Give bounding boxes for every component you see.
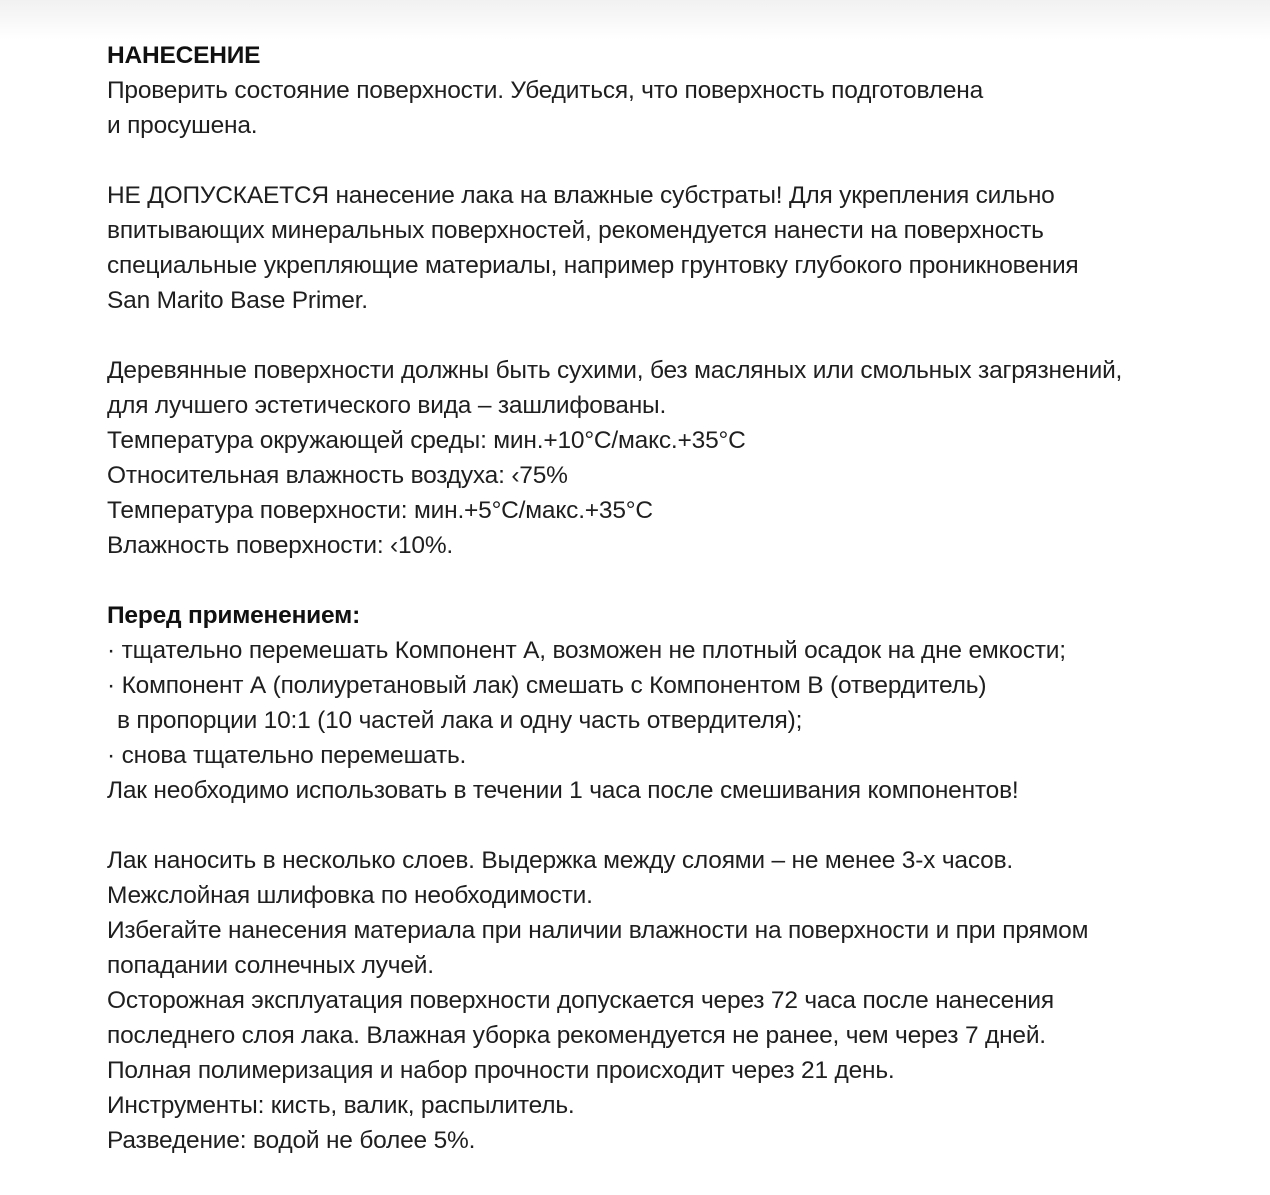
list-item: · снова тщательно перемешать. <box>107 742 467 769</box>
text-line: для лучшего эстетического вида – зашлифованы. <box>107 392 667 419</box>
paragraph-gap <box>107 563 1247 598</box>
text-line: Осторожная эксплуатация поверхности допускается через 72 часа после нанесения <box>107 987 1054 1014</box>
text-line: Лак необходимо использовать в течении 1 часа после смешивания компонентов! <box>107 777 1019 804</box>
paragraph-gap <box>107 808 1247 843</box>
text-line: Влажность поверхности: ‹10%. <box>107 532 454 559</box>
text-line: San Marito Base Primer. <box>107 287 368 314</box>
text-line: Лак наносить в несколько слоев. Выдержка между слоями – не менее 3-х часов. <box>107 847 1013 874</box>
paragraph-application <box>107 843 1247 1158</box>
list-item: · Компонент А (полиуретановый лак) смешать с Компонентом В (отвердитель) <box>107 672 987 699</box>
text-line: попадании солнечных лучей. <box>107 952 434 979</box>
text-line: НЕ ДОПУСКАЕТСЯ нанесение лака на влажные субстраты! Для укрепления сильно <box>107 182 1055 209</box>
text-line: Деревянные поверхности должны быть сухими, без масляных или смольных загрязнений, <box>107 357 1123 384</box>
list-item-continuation: в пропорции 10:1 (10 частей лака и одну часть отвердителя); <box>117 707 803 734</box>
text-line: Температура поверхности: мин.+5°C/макс.+35°C <box>107 497 653 524</box>
before-use-title: Перед применением: <box>107 602 361 629</box>
paragraph-gap <box>107 318 1247 353</box>
list-item: · тщательно перемешать Компонент А, возможен не плотный осадок на дне емкости; <box>107 637 1066 664</box>
top-shadow <box>0 0 1270 40</box>
text-line: последнего слоя лака. Влажная уборка рекомендуется не ранее, чем через 7 дней. <box>107 1022 1046 1049</box>
document-body <box>107 38 1247 1158</box>
paragraph-warning <box>107 178 1247 318</box>
text-line: Инструменты: кисть, валик, распылитель. <box>107 1092 575 1119</box>
text-line: впитывающих минеральных поверхностей, рекомендуется нанести на поверхность <box>107 217 1044 244</box>
text-line: Относительная влажность воздуха: ‹75% <box>107 462 568 489</box>
paragraph-surface-check <box>107 73 1247 143</box>
paragraph-gap <box>107 143 1247 178</box>
text-line: Проверить состояние поверхности. Убедиться, что поверхность подготовлена <box>107 77 984 104</box>
text-line: Разведение: водой не более 5%. <box>107 1127 476 1154</box>
paragraph-conditions <box>107 353 1247 563</box>
text-line: Температура окружающей среды: мин.+10°C/макс.+35°C <box>107 427 746 454</box>
text-line: специальные укрепляющие материалы, например грунтовку глубокого проникновения <box>107 252 1079 279</box>
text-line: и просушена. <box>107 112 258 139</box>
paragraph-before-use <box>107 598 1247 808</box>
text-line: Избегайте нанесения материала при наличии влажности на поверхности и при прямом <box>107 917 1089 944</box>
section-heading: НАНЕСЕНИЕ <box>107 42 261 69</box>
text-line: Полная полимеризация и набор прочности происходит через 21 день. <box>107 1057 895 1084</box>
text-line: Межслойная шлифовка по необходимости. <box>107 882 593 909</box>
